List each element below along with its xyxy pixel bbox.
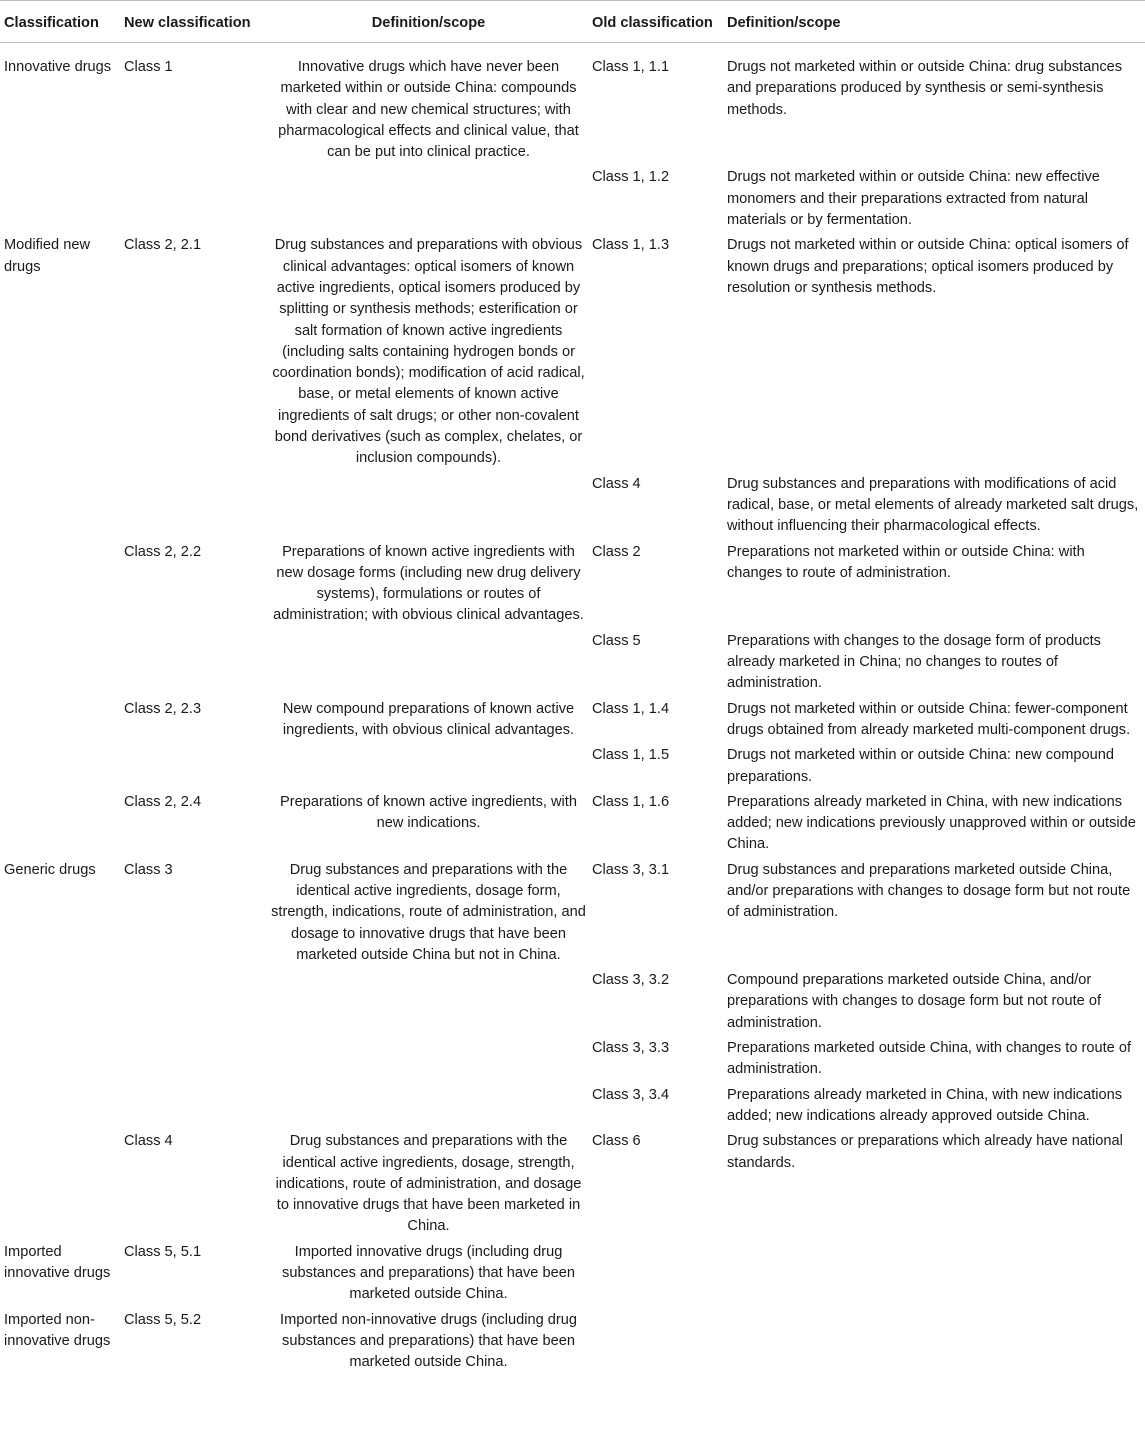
- cell-old-classification: Class 1, 1.1: [592, 59, 670, 75]
- cell-old-classification: [588, 1310, 723, 1374]
- cell-old-classification: Class 6: [592, 1133, 641, 1150]
- cell-new-classification: [120, 631, 265, 699]
- cell-new-classification: Class 4: [124, 1133, 173, 1150]
- cell-new-definition: Drug substances and preparations with obvious clinical advantages: optical isomers of known active ingredients, optical isomers produced by splitting or synthesis methods; esterification or salt formation of known active ingredients (including salts containing hydrogen bonds or coordination bonds); modification of acid radical, base, or metal elements of known active ingredients of salt drugs; or other non-covalent bond derivatives (such as complex, chelates, or inclusion compounds).: [272, 237, 585, 467]
- cell-old-classification: Class 1, 1.6: [592, 793, 670, 810]
- cell-new-classification: Class 2, 2.4: [124, 793, 202, 810]
- table-body: [0, 43, 1145, 1374]
- cell-old-classification: Class 1, 1.3: [592, 237, 670, 254]
- cell-old-classification: Class 1, 1.4: [592, 700, 670, 717]
- cell-new-definition: Drug substances and preparations with the identical active ingredients, dosage, strength, indications, route of administration, and dosage to innovative drugs that have been marketed in China.: [275, 1133, 582, 1235]
- cell-classification: [0, 1085, 120, 1132]
- cell-old-definition: Drugs not marketed within or outside China: new effective monomers and their preparations extracted from natural materials or by fermentation.: [727, 169, 1100, 229]
- table-row: [0, 1038, 1145, 1085]
- cell-old-classification: Class 3, 3.2: [592, 972, 670, 989]
- table-row: [0, 970, 1145, 1038]
- cell-new-classification: [120, 474, 265, 542]
- cell-new-classification: [120, 1085, 265, 1132]
- table-row: [0, 167, 1145, 235]
- cell-new-classification: [120, 167, 265, 235]
- cell-new-classification: Class 2, 2.1: [124, 237, 202, 254]
- cell-classification: [0, 745, 120, 792]
- cell-classification: [0, 792, 120, 860]
- cell-old-definition: Preparations already marketed in China, with new indications added; new indications already approved outside China.: [727, 1086, 1123, 1124]
- table-header-row: [0, 1, 1145, 43]
- cell-new-definition: [265, 745, 588, 792]
- cell-old-definition: [723, 1310, 1145, 1374]
- table-row: [0, 699, 1145, 746]
- table-row: [0, 860, 1145, 970]
- cell-old-definition: Compound preparations marketed outside China, and/or preparations with changes to dosage form but not route of administration.: [727, 972, 1101, 1031]
- cell-new-classification: Class 2, 2.3: [124, 700, 202, 717]
- table-row: [0, 1131, 1145, 1241]
- table-row: [0, 1242, 1145, 1310]
- cell-classification: Generic drugs: [4, 861, 96, 878]
- cell-new-classification: Class 1: [124, 59, 173, 75]
- cell-new-classification: Class 3: [124, 861, 173, 878]
- cell-new-definition: Preparations of known active ingredients with new dosage forms (including new drug delivery systems), formulations or routes of administration; with obvious clinical advantages.: [273, 543, 584, 624]
- cell-old-definition: [723, 1242, 1145, 1310]
- header-classification: Classification: [0, 1, 120, 43]
- header-old-definition-scope: Definition/scope: [723, 1, 1145, 43]
- cell-classification: [0, 970, 120, 1038]
- cell-old-classification: Class 2: [592, 543, 641, 560]
- cell-new-definition: Imported innovative drugs (including drug substances and preparations) that have been marketed outside China.: [282, 1243, 575, 1303]
- cell-new-definition: Imported non-innovative drugs (including drug substances and preparations) that have been marketed outside China.: [280, 1311, 577, 1371]
- table-row: [0, 235, 1145, 473]
- cell-old-classification: Class 5: [592, 632, 641, 649]
- header-new-definition-scope: Definition/scope: [265, 1, 588, 43]
- cell-old-classification: Class 3, 3.3: [592, 1040, 670, 1057]
- cell-new-classification: Class 2, 2.2: [124, 543, 202, 560]
- cell-new-classification: Class 5, 5.1: [124, 1243, 202, 1260]
- cell-classification: [0, 167, 120, 235]
- table-row: [0, 1085, 1145, 1132]
- table-row: [0, 631, 1145, 699]
- cell-classification: Modified new drugs: [4, 237, 90, 275]
- cell-classification: [0, 474, 120, 542]
- cell-old-definition: Drug substances or preparations which already have national standards.: [727, 1133, 1123, 1171]
- cell-old-classification: Class 1, 1.2: [592, 169, 670, 186]
- cell-old-definition: Preparations marketed outside China, with changes to route of administration.: [727, 1040, 1131, 1078]
- cell-new-definition: [265, 167, 588, 235]
- cell-old-definition: Drug substances and preparations with modifications of acid radical, base, or metal elements of already marketed salt drugs, without influencing their pharmacological effects.: [727, 475, 1139, 535]
- cell-old-definition: Preparations already marketed in China, with new indications added; new indications previously unapproved within or outside China.: [727, 793, 1136, 853]
- cell-old-classification: [588, 1242, 723, 1310]
- table-row: [0, 792, 1145, 860]
- cell-classification: Innovative drugs: [4, 59, 112, 75]
- header-new-classification: New classification: [120, 1, 265, 43]
- cell-classification: [0, 699, 120, 746]
- table-row: [0, 474, 1145, 542]
- cell-old-classification: Class 4: [592, 475, 641, 492]
- cell-new-definition: [265, 1085, 588, 1132]
- cell-classification: Imported non-innovative drugs: [4, 1311, 111, 1349]
- table-row: [0, 1310, 1145, 1374]
- cell-old-definition: Preparations with changes to the dosage form of products already marketed in China; no changes to routes of administration.: [727, 632, 1101, 692]
- table-row: [0, 542, 1145, 631]
- cell-old-definition: Preparations not marketed within or outside China: with changes to route of administration.: [727, 543, 1085, 581]
- table-row: [0, 43, 1145, 168]
- cell-old-definition: Drug substances and preparations marketed outside China, and/or preparations with changes to dosage form but not route of administration.: [727, 861, 1131, 921]
- cell-old-classification: Class 1, 1.5: [592, 747, 670, 764]
- cell-old-classification: Class 3, 3.1: [592, 861, 670, 878]
- cell-classification: Imported innovative drugs: [4, 1243, 111, 1282]
- cell-old-definition: Drugs not marketed within or outside China: drug substances and preparations produced by synthesis or semi-synthesis methods.: [727, 59, 1123, 118]
- cell-old-definition: Drugs not marketed within or outside China: new compound preparations.: [727, 747, 1114, 785]
- header-old-classification: Old classification: [588, 1, 723, 43]
- cell-new-classification: [120, 970, 265, 1038]
- cell-new-classification: [120, 745, 265, 792]
- table-row: [0, 745, 1145, 792]
- cell-old-classification: Class 3, 3.4: [592, 1086, 670, 1103]
- cell-new-classification: Class 5, 5.2: [124, 1311, 202, 1328]
- cell-new-definition: [265, 970, 588, 1038]
- cell-new-definition: [265, 474, 588, 542]
- cell-new-definition: Preparations of known active ingredients, with new indications.: [280, 793, 577, 832]
- cell-classification: [0, 1038, 120, 1085]
- cell-new-definition: New compound preparations of known active ingredients, with obvious clinical advantages.: [282, 700, 575, 738]
- cell-classification: [0, 542, 120, 631]
- cell-new-definition: [265, 631, 588, 699]
- cell-old-definition: Drugs not marketed within or outside China: fewer-component drugs obtained from already marketed multi-component drugs.: [727, 700, 1131, 738]
- cell-new-definition: [265, 1038, 588, 1085]
- cell-new-definition: Drug substances and preparations with the identical active ingredients, dosage form, strength, indications, route of administration, and dosage to innovative drugs that have been marketed outside China but not in China.: [271, 861, 586, 963]
- cell-old-definition: Drugs not marketed within or outside China: optical isomers of known drugs and preparations; optical isomers produced by resolution or synthesis methods.: [727, 237, 1129, 296]
- cell-classification: [0, 631, 120, 699]
- cell-classification: [0, 1131, 120, 1241]
- cell-new-definition: Innovative drugs which have never been marketed within or outside China: compounds with clear and new chemical structures; with pharmacological effects and clinical value, that can be put into clinical practice.: [278, 59, 579, 161]
- cell-new-classification: [120, 1038, 265, 1085]
